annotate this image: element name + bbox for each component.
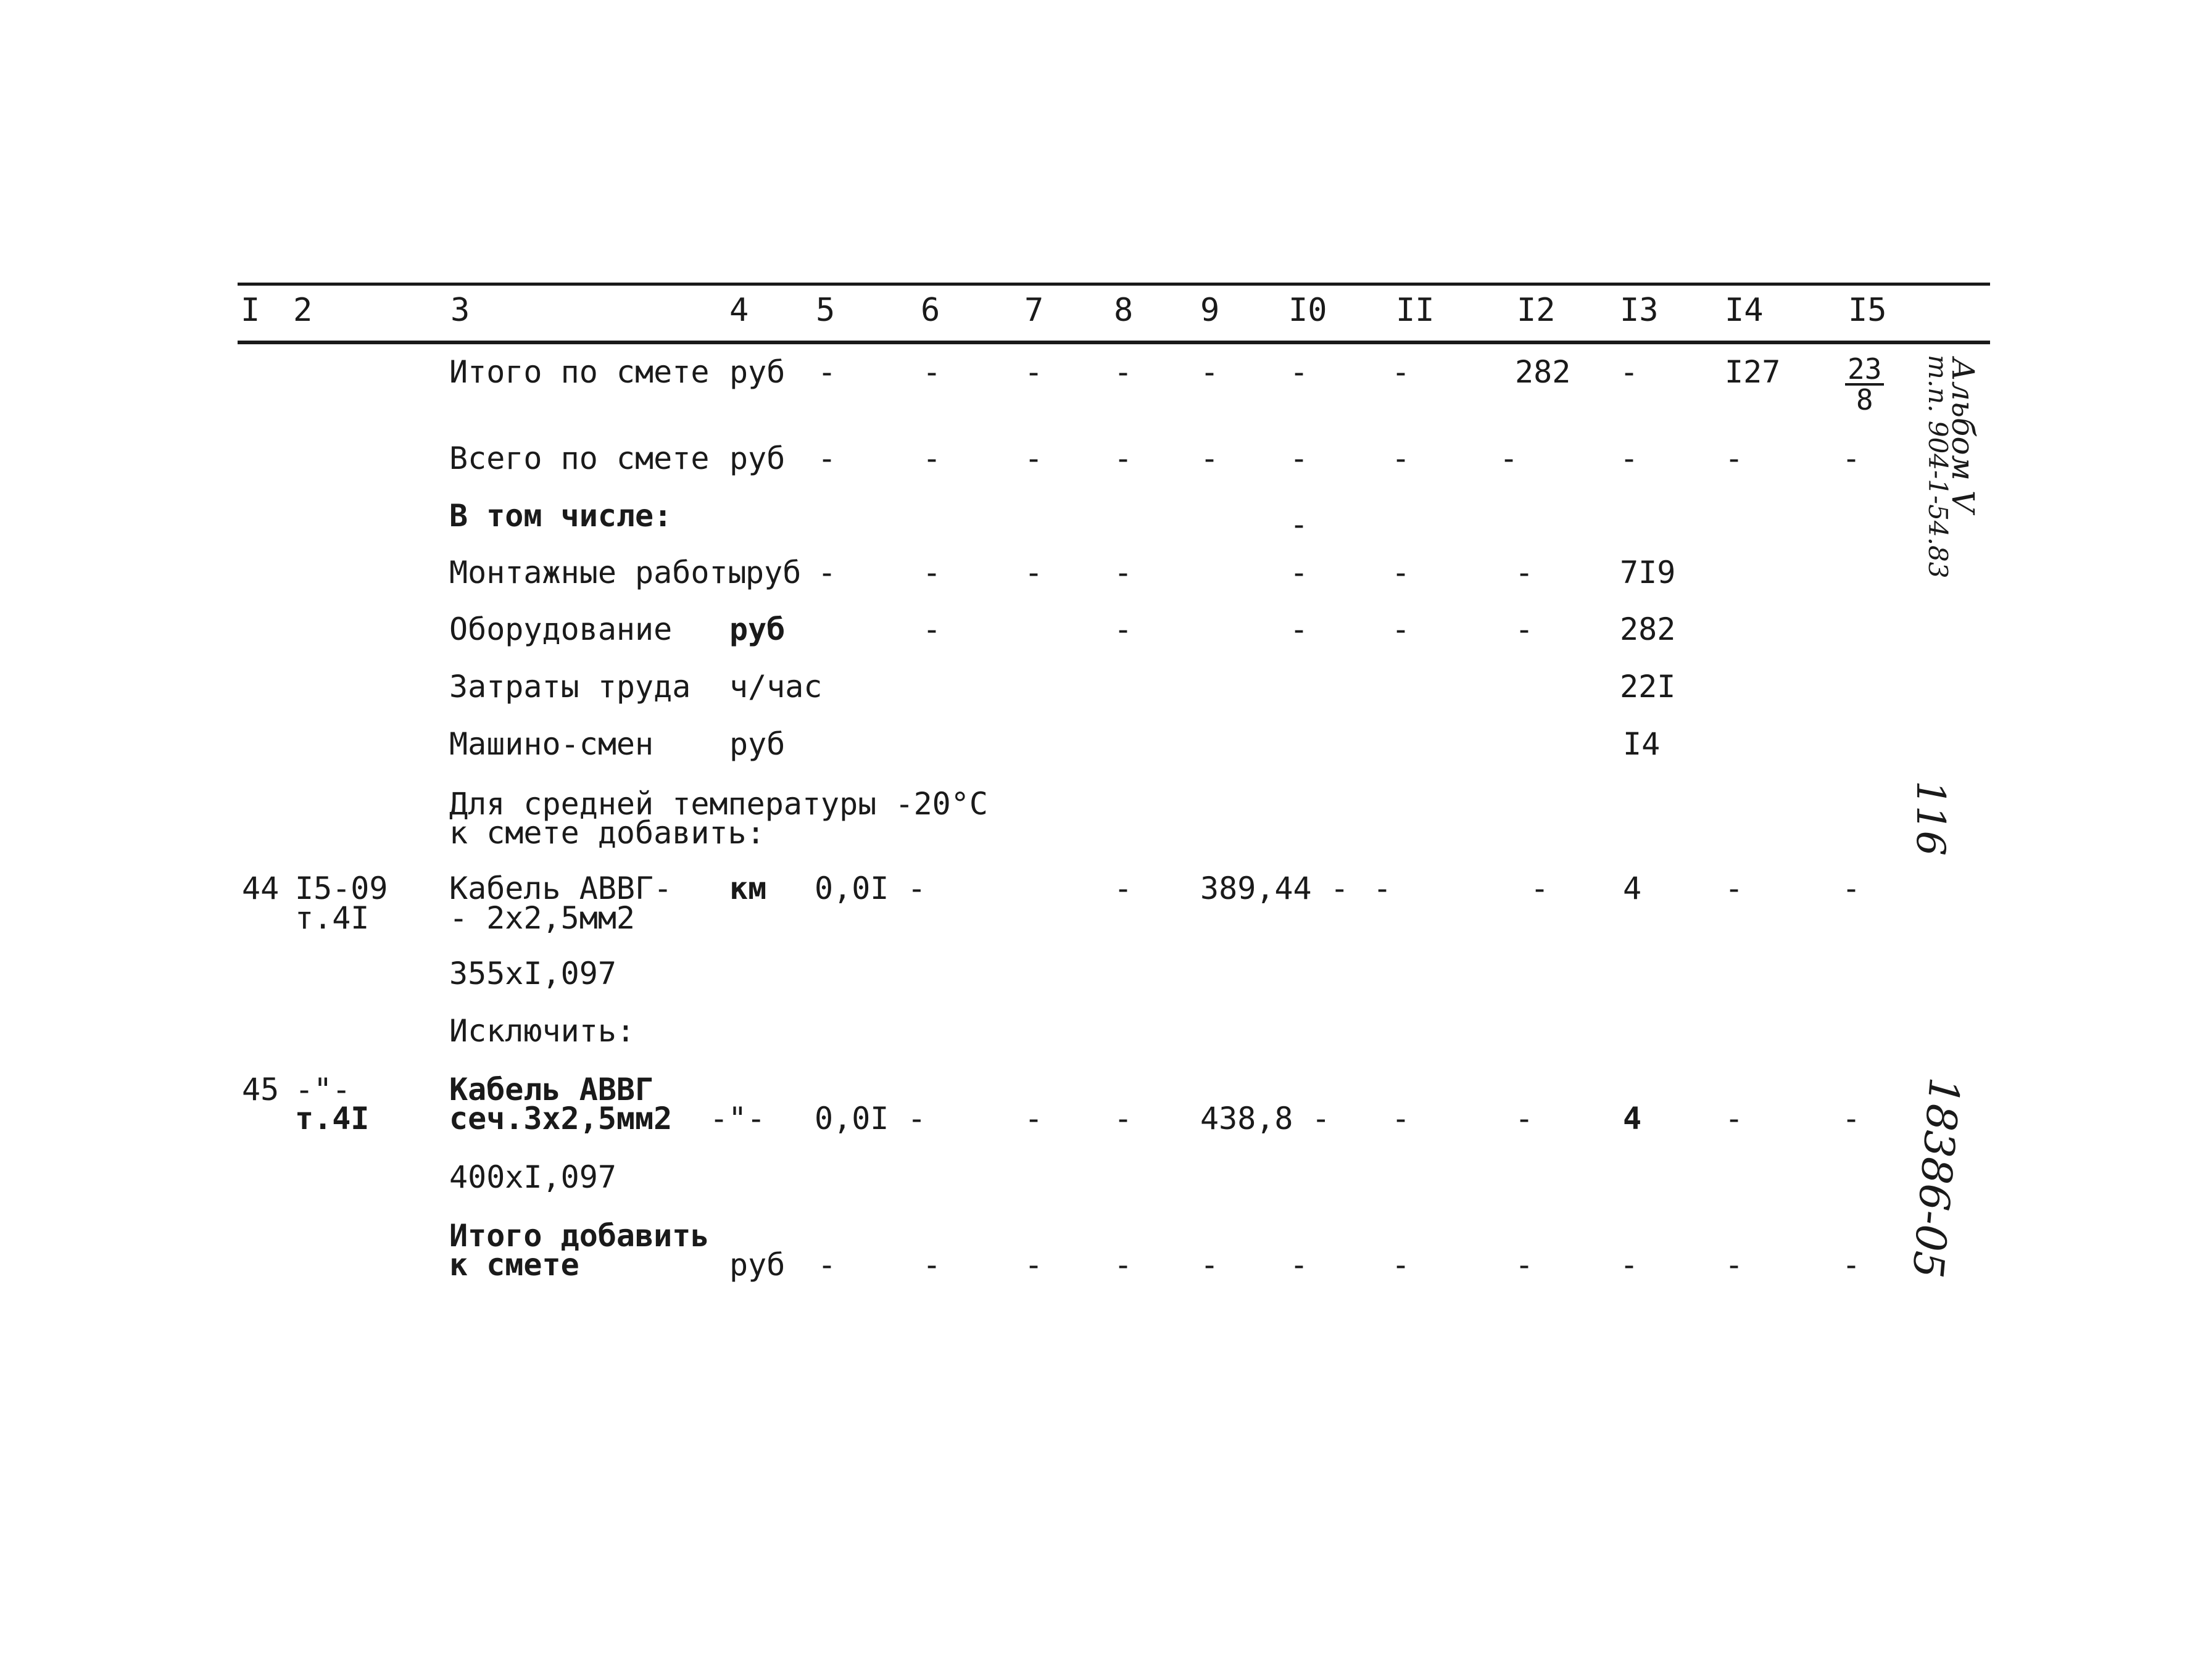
unit-cell: руб xyxy=(729,611,786,647)
col-header-8: 8 xyxy=(1114,292,1134,329)
row-label: Машино-смен xyxy=(449,726,654,762)
col-header-4: 4 xyxy=(729,292,749,329)
cell-c10: - xyxy=(1373,871,1392,906)
row-number: 44 xyxy=(242,871,280,906)
cell-c12: - xyxy=(1499,441,1519,476)
margin-page-number: 116 xyxy=(1907,780,1953,856)
unit-cell: руб xyxy=(729,354,786,390)
exclude-label: Исключить: xyxy=(449,1013,636,1049)
col-header-15: I5 xyxy=(1848,292,1887,329)
unit-cell: руб xyxy=(729,1247,786,1283)
cell-c10: - xyxy=(1290,555,1309,590)
cell-c13: - xyxy=(1620,1247,1639,1283)
cell-c12: - xyxy=(1515,611,1534,647)
cell-c14: - xyxy=(1725,871,1744,906)
cell-c5: - xyxy=(818,555,837,590)
cell-c15: - xyxy=(1842,871,1861,906)
cell-c11: - xyxy=(1392,1247,1411,1283)
col-header-10: I0 xyxy=(1288,292,1327,329)
cell-c15-fraction xyxy=(1845,352,1884,416)
code-line-1: I5-09 xyxy=(295,871,388,906)
calc-row-44: 355хI,097 xyxy=(449,956,616,991)
cell-c7: - xyxy=(1024,555,1043,590)
cell-c6: - xyxy=(923,555,942,590)
margin-album-note: Альбом V xyxy=(1945,358,1981,513)
header-bottom-rule xyxy=(238,341,1990,344)
cell-c10: - xyxy=(1290,1247,1309,1283)
cell-c5: - xyxy=(818,441,837,476)
unit-cell: руб xyxy=(745,555,802,590)
cell-c12: - xyxy=(1515,1247,1534,1283)
cell-c7: - xyxy=(1024,441,1043,476)
cell-c6: - xyxy=(923,354,942,390)
note-line-2: к смете добавить: xyxy=(449,815,765,851)
cell-c8: - xyxy=(1114,1101,1133,1136)
code-line-2: т.4I xyxy=(295,1101,370,1136)
calc-row-45: 400хI,097 xyxy=(449,1159,616,1195)
cell-c15: - xyxy=(1842,1247,1861,1283)
code-line-1: -"- xyxy=(295,1072,351,1107)
cell-c12: - xyxy=(1515,555,1534,590)
cell-c9: - xyxy=(1200,1247,1219,1283)
fraction-denominator: 8 xyxy=(1856,383,1873,416)
col-header-14: I4 xyxy=(1725,292,1764,329)
cell-c10: - xyxy=(1290,441,1309,476)
col-header-2: 2 xyxy=(293,292,313,329)
cell-c13: I4 xyxy=(1623,726,1661,762)
cell-c9: 389,44 - xyxy=(1200,871,1349,906)
header-top-rule xyxy=(238,283,1990,286)
unit-cell: руб xyxy=(729,726,786,762)
cell-c13: - xyxy=(1620,441,1639,476)
row-label: Оборудование xyxy=(449,611,673,647)
cell-c7: - xyxy=(1024,1101,1043,1136)
note-line-1: Для средней температуры -20°С xyxy=(449,786,988,822)
label-line-1: Итого добавить xyxy=(449,1218,710,1254)
row-label: Всего по смете xyxy=(449,441,710,476)
col-header-13: I3 xyxy=(1620,292,1659,329)
name-line-2: сеч.3х2,5мм2 xyxy=(449,1101,673,1136)
unit-cell: км xyxy=(729,871,767,906)
cell-c9: - xyxy=(1200,441,1219,476)
margin-inventory-number: 18386-05 xyxy=(1902,1075,1968,1280)
name-line-2: - 2х2,5мм2 xyxy=(449,900,636,936)
cell-c12: - xyxy=(1530,871,1549,906)
cell-c12: 282 xyxy=(1515,354,1571,390)
cell-c14: - xyxy=(1725,1101,1744,1136)
cell-c13: 4 xyxy=(1623,1101,1642,1136)
cell-c8: - xyxy=(1114,1247,1133,1283)
cell-c13: 4 xyxy=(1623,871,1642,906)
cell-c11: - xyxy=(1392,441,1411,476)
cell-c12: - xyxy=(1515,1101,1534,1136)
cell-c5: 0,0I - xyxy=(815,871,926,906)
cell-c5: - xyxy=(818,354,837,390)
row-label: Итого по смете xyxy=(449,354,710,390)
name-line-1: Кабель АВВГ- xyxy=(449,871,673,906)
row-label: Монтажные работы xyxy=(449,555,747,590)
cell-c8: - xyxy=(1114,871,1133,906)
col-header-6: 6 xyxy=(921,292,940,329)
unit-cell: -"- xyxy=(710,1101,766,1136)
cell-c9: 438,8 - xyxy=(1200,1101,1330,1136)
label-line-2: к смете xyxy=(449,1247,579,1283)
col-header-12: I2 xyxy=(1517,292,1556,329)
cell-c10: - xyxy=(1290,354,1309,390)
cell-c8: - xyxy=(1114,441,1133,476)
cell-c10: - xyxy=(1392,1101,1411,1136)
col-header-9: 9 xyxy=(1200,292,1220,329)
code-line-2: т.4I xyxy=(295,900,370,936)
cell-c8: - xyxy=(1114,555,1133,590)
row-number: 45 xyxy=(242,1072,280,1107)
col-header-7: 7 xyxy=(1024,292,1044,329)
cell-c6: - xyxy=(923,1247,942,1283)
unit-cell: ч/час xyxy=(729,669,823,705)
cell-c6: - xyxy=(923,611,942,647)
cell-c15: - xyxy=(1842,441,1861,476)
col-header-5: 5 xyxy=(816,292,836,329)
cell-c8: - xyxy=(1114,611,1133,647)
cell-c7: - xyxy=(1024,354,1043,390)
cell-c8: - xyxy=(1114,354,1133,390)
cell-c11: - xyxy=(1392,354,1411,390)
cell-c13: 7I9 xyxy=(1620,555,1676,590)
cell-c10: - xyxy=(1290,507,1309,542)
name-line-1: Кабель АВВГ xyxy=(449,1072,654,1107)
cell-c15: - xyxy=(1842,1101,1861,1136)
cell-c10: - xyxy=(1290,611,1309,647)
cell-c6: - xyxy=(923,441,942,476)
cell-c5: - xyxy=(818,1247,837,1283)
row-label: Затраты труда xyxy=(449,669,691,705)
col-header-11: II xyxy=(1396,292,1435,329)
col-header-1: I xyxy=(241,292,260,329)
cell-c14: - xyxy=(1725,441,1744,476)
cell-c14: - xyxy=(1725,1247,1744,1283)
cell-c13: - xyxy=(1620,354,1639,390)
col-header-3: 3 xyxy=(450,292,470,329)
cell-c5: 0,0I - xyxy=(815,1101,926,1136)
cell-c7: - xyxy=(1024,1247,1043,1283)
cell-c11: - xyxy=(1392,555,1411,590)
cell-c13: 282 xyxy=(1620,611,1676,647)
cell-c9: - xyxy=(1200,354,1219,390)
margin-project-code: т.п. 904-1-54.83 xyxy=(1923,355,1953,579)
fraction-numerator: 23 xyxy=(1845,355,1884,386)
unit-cell: руб xyxy=(729,441,786,476)
cell-c14: I27 xyxy=(1725,354,1781,390)
cell-c13: 22I xyxy=(1620,669,1676,705)
cell-c11: - xyxy=(1392,611,1411,647)
row-label: В том числе: xyxy=(449,498,673,534)
